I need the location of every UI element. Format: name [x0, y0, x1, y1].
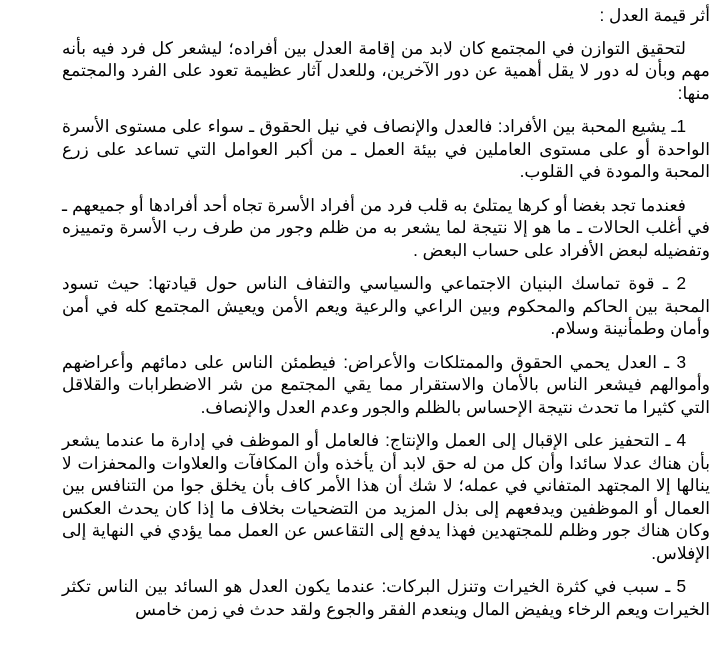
point-1-detail-paragraph: فعندما تجد بغضا أو كرها يمتلئ به قلب فرد من أفراد الأسرة تجاه أحد أفرادها أو جميعهم ـ في أغلب الحالات ـ ما هو إلا نتيجة لما يشعر به من ظلم وجور من طرف رب الأسرة وتمييزه وتفضيله لبعض الأفراد على حساب البعض . [62, 194, 710, 260]
point-4-paragraph: 4 ـ التحفيز على الإقبال إلى العمل والإنتاج: فالعامل أو الموظف في إدارة ما عندما يشعر بأن هناك عدلا سائدا وأن كل من له حق لابد أن يأخذه وأن المكافآت والعلاوات والمحفزات لا ينالها إلا المجتهد المتفاني في عمله؛ لا شك أن هذا الأمر كاف بأن يخلق جوا من التنافس بين العمال أو الموظفين ويدفعهم إلى بذل المزيد من التضحيات بخلاف ما إذا كان يحدث العكس وكان هناك جور وظلم للمجتهدين فهذا يدفع إلى التقاعس عن العمل مما يؤدي في النهاية إلى الإفلاس. [62, 430, 710, 563]
document-body [62, 4, 710, 631]
point-3-paragraph: 3 ـ العدل يحمي الحقوق والممتلكات والأعراض: فيطمئن الناس على دمائهم وأعراضهم وأموالهم فيشعر الناس بالأمان والاستقرار مما يقي المجتمع من شر الاضطرابات والقلاقل التي كثيرا ما تحدث نتيجة الإحساس بالظلم والجور وعدم العدل والإنصاف. [62, 351, 710, 417]
intro-paragraph: لتحقيق التوازن في المجتمع كان لابد من إقامة العدل بين أفراده؛ ليشعر كل فرد فيه بأنه مهم وبأن له دور لا يقل أهمية عن دور الآخرين، وللعدل آثار عظيمة تعود على الفرد والمجتمع منها: [62, 37, 710, 103]
point-2-paragraph: 2 ـ قوة تماسك البنيان الاجتماعي والسياسي والتفاف الناس حول قيادتها: حيث تسود المحبة بين الحاكم والمحكوم وبين الراعي والرعية ويعم الأمن ويعيش المجتمع كله في أمن وأمان وطمأنينة وسلام. [62, 273, 710, 338]
point-5-paragraph: 5 ـ سبب في كثرة الخيرات وتنزل البركات: عندما يكون العدل هو السائد بين الناس تكثر الخيرات ويعم الرخاء ويفيض المال وينعدم الفقر والجوع ولقد حدث في زمن خامس [62, 576, 710, 619]
document-title: أثر قيمة العدل : [599, 5, 710, 25]
point-1-paragraph: 1ـ يشيع المحبة بين الأفراد: فالعدل والإنصاف في نيل الحقوق ـ سواء على مستوى الأسرة الواحدة أو على مستوى العاملين في بيئة العمل ـ من أكبر العوامل التي تساعد على زرع المحبة والمودة في القلوب. [62, 116, 710, 181]
